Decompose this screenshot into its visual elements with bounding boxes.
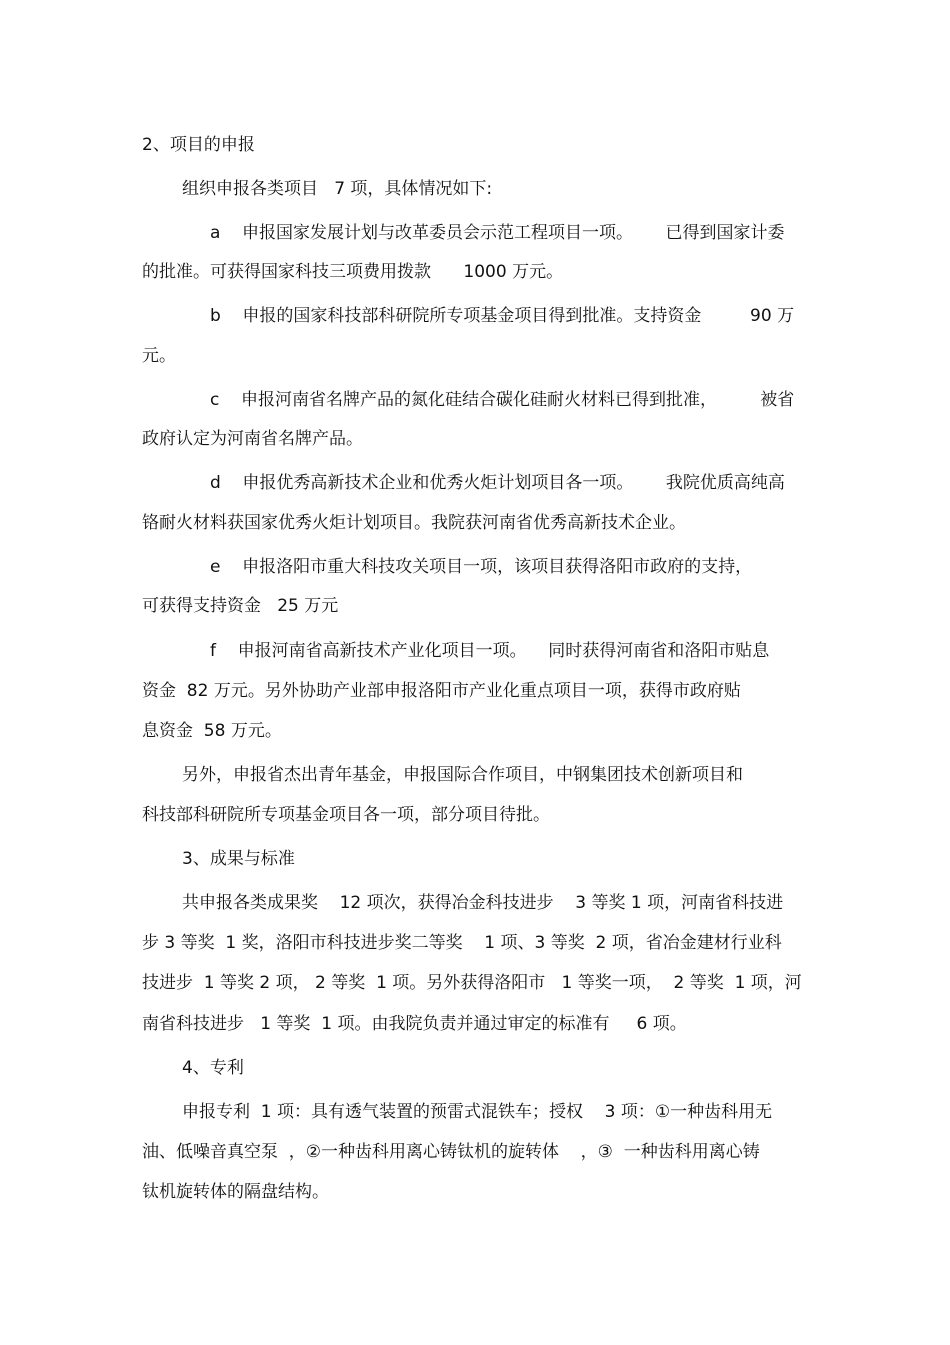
item-a-line-2: 的批准。可获得国家科技三项费用拨款 1000 万元。 [142,262,564,282]
section-3-line-3: 技进步 1 等奖 2 项， 2 等奖 1 项。另外获得洛阳市 1 等奖一项， 2 等奖 1 项，河 [142,973,802,993]
other-line-2: 科技部科研院所专项基金项目各一项，部分项目待批。 [142,805,550,825]
section-3-line-1: 共申报各类成果奖 12 项次，获得冶金科技进步 3 等奖 1 项，河南省科技进 [182,893,784,913]
item-f-line-1: f 申报河南省高新技术产业化项目一项。 同时获得河南省和洛阳市贴息 [210,641,770,661]
section-3-line-2: 步 3 等奖 1 奖，洛阳市科技进步奖二等奖 1 项、3 等奖 2 项，省冶金建材行业科 [142,933,782,953]
item-a-line-1: a 申报国家发展计划与改革委员会示范工程项目一项。 已得到国家计委 [210,223,785,243]
other-line-1: 另外，申报省杰出青年基金，申报国际合作项目，中钢集团技术创新项目和 [182,765,743,785]
item-e-line-2: 可获得支持资金 25 万元 [142,596,339,616]
item-f-line-3: 息资金 58 万元。 [142,721,282,741]
section-2-heading: 2、项目的申报 [142,135,255,155]
section-4-heading: 4、专利 [182,1058,244,1078]
item-c-line-1: c 申报河南省名牌产品的氮化硅结合碳化硅耐火材料已得到批准， 被省 [210,390,795,410]
item-c-line-2: 政府认定为河南省名牌产品。 [142,429,363,449]
section-2-intro: 组织申报各类项目 7 项，具体情况如下: [182,179,493,199]
section-3-line-4: 南省科技进步 1 等奖 1 项。由我院负责并通过审定的标准有 6 项。 [142,1014,687,1034]
item-d-line-2: 铬耐火材料获国家优秀火炬计划项目。我院获河南省优秀高新技术企业。 [142,513,686,533]
item-e-line-1: e 申报洛阳市重大科技攻关项目一项，该项目获得洛阳市政府的支持， [210,557,753,577]
section-3-heading: 3、成果与标准 [182,849,295,869]
item-d-line-1: d 申报优秀高新技术企业和优秀火炬计划项目各一项。 我院优质高纯高 [210,473,785,493]
item-b-line-1: b 申报的国家科技部科研院所专项基金项目得到批准。支持资金 90 万 [210,306,795,326]
item-b-line-2: 元。 [142,346,176,366]
section-4-line-3: 钛机旋转体的隔盘结构。 [142,1182,329,1202]
section-4-line-2: 油、低噪音真空泵 ，②一种齿科用离心铸钛机的旋转体 ，③ 一种齿科用离心铸 [142,1142,760,1162]
section-4-line-1: 申报专利 1 项：具有透气装置的预雷式混铁车；授权 3 项：①一种齿科用无 [182,1102,773,1122]
item-f-line-2: 资金 82 万元。另外协助产业部申报洛阳市产业化重点项目一项，获得市政府贴 [142,681,741,701]
